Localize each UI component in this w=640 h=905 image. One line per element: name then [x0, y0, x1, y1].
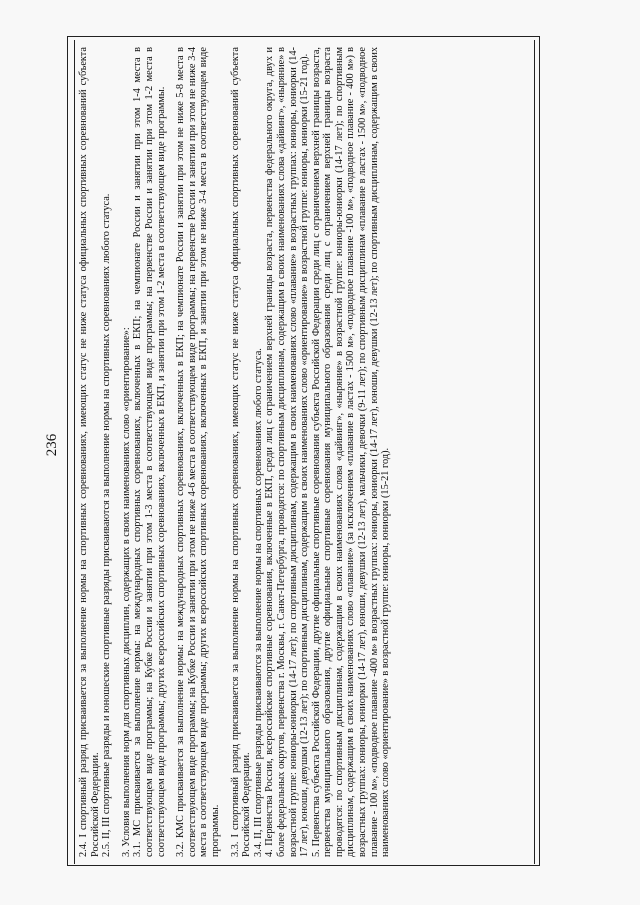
paragraph-3-1: 3.1. МС присваивается за выполнение нормы: на международных спортивных соревнованиях, включенных в ЕКП; на чемпионате России и занятии при этом 1-4 места в соответствующем виде программы; на Кубке России и занятии при этом 1-3 места в соответствующем виде программы; на первенстве России и занятии при этом 1-2 места в соответствующем виде программы; других всероссийских спортивных соревнованиях, включенных в ЕКП, и занятии при этом 1-2 места в соответствующем виде программы. — [132, 47, 167, 857]
paragraph-3: 3. Условия выполнения норм для спортивных дисциплин, содержащих в своих наименованиях слово «ориентирование»: — [120, 327, 132, 857]
paragraph-5: 5. Первенства субъекта Российской Федерации, другие официальные спортивные соревнования субъекта Российской Федерации среди лиц с ограничением верхней границы возраста, первенства муниципального образования, другие официальные спортивные соревнования муниципального образования среди лиц с ограничением верхней границы возраста проводятся: по спортивным дисциплинам, содержащим в своих наименованиях слова «дайвинг», «ныряние» в возрастной группе: юниоры-юниорки (14-17 лет); по спортивным дисциплинам, содержащим в своих наименованиях слово «плавание» (за исключением «плавание в ластах - 1500 м», «подводное плавание -100 м», «подводное плавание - 400 м») в возрастных группах: юниоры, юниорки (14-17 лет), юноши, девушки (12-13 лет), мальчики, девочки (9-11 лет); по спортивным дисциплинам «плавание в ластах - 1500 м», «подводное плавание - 100 м», «подводное плавание -400 м» в возрастных группах: юниоры, юниорки (14-17 лет), юноши, девушки (12-13 лет); по спортивным дисциплинам, содержащим в своих наименованиях слово «ориентирование» в возрастной группе: юниоры, юниорки (15-21 год). — [310, 47, 392, 857]
paragraph-2-4: 2.4. I спортивный разряд присваивается за выполнение нормы на спортивных соревнованиях, имеющих статус не ниже статуса официальных спортивных соревнований субъекта Российской Федерации. — [78, 47, 101, 857]
page-number: 236 — [44, 433, 60, 457]
paragraph-4: 4. Первенства России, всероссийские спортивные соревнования, включенные в ЕКП, среди лиц с ограничением верхней границы возраста, первенства федерального округа, двух и более федеральных округов, первенства г. Москвы, г. Санкт-Петербурга, проводятся: по спортивным дисциплинам, содержащим в своих наименованиях слова «дайвинг», «ныряние» в возрастной группе: юниоры-юниорки (14-17 лет); по спортивным дисциплинам, содержащим в своих наименованиях слово «плавание» в возрастных группах: юниоры, юниорки (14-17 лет), юноши, девушки (12-13 лет); по спортивным дисциплинам, содержащим в своих наименованиях слово «ориентирование» в возрастной группе: юниоры, юниорки (15-21 год). — [264, 47, 311, 857]
rotated-table-content — [68, 37, 540, 866]
table-cell-text — [78, 47, 531, 857]
paragraph-2-5: 2.5. II, III спортивные разряды и юношеские спортивные разряды присваиваются за выполнение нормы на спортивных соревнованиях любого статуса. — [101, 193, 113, 857]
paragraph-3-3: 3.3. I спортивный разряд присваивается за выполнение нормы на спортивных соревнованиях, имеющих статус не ниже статуса официальных спортивных соревнований субъекта Российской Федерации. — [229, 47, 253, 857]
paragraph-3-2: 3.2. КМС присваивается за выполнение нормы: на международных спортивных соревнованиях, включенных в ЕКП; на чемпионате России и занятии при этом не ниже 5-8 места в соответствующем виде программы; на Кубке России и занятии при этом не ниже 4-6 места в соответствующем виде программы; на первенстве России и занятии при этом не ниже 3-4 места в соответствующем виде программы; других всероссийских спортивных соревнованиях, включенных в ЕКП, и занятии при этом не ниже 3-4 места в соответствующем виде программы. — [175, 47, 221, 857]
table-frame — [67, 36, 540, 866]
paragraph-3-4: 3.4. II, III спортивные разряды присваиваются за выполнение нормы на спортивных соревнованиях любого статуса. — [252, 348, 264, 857]
